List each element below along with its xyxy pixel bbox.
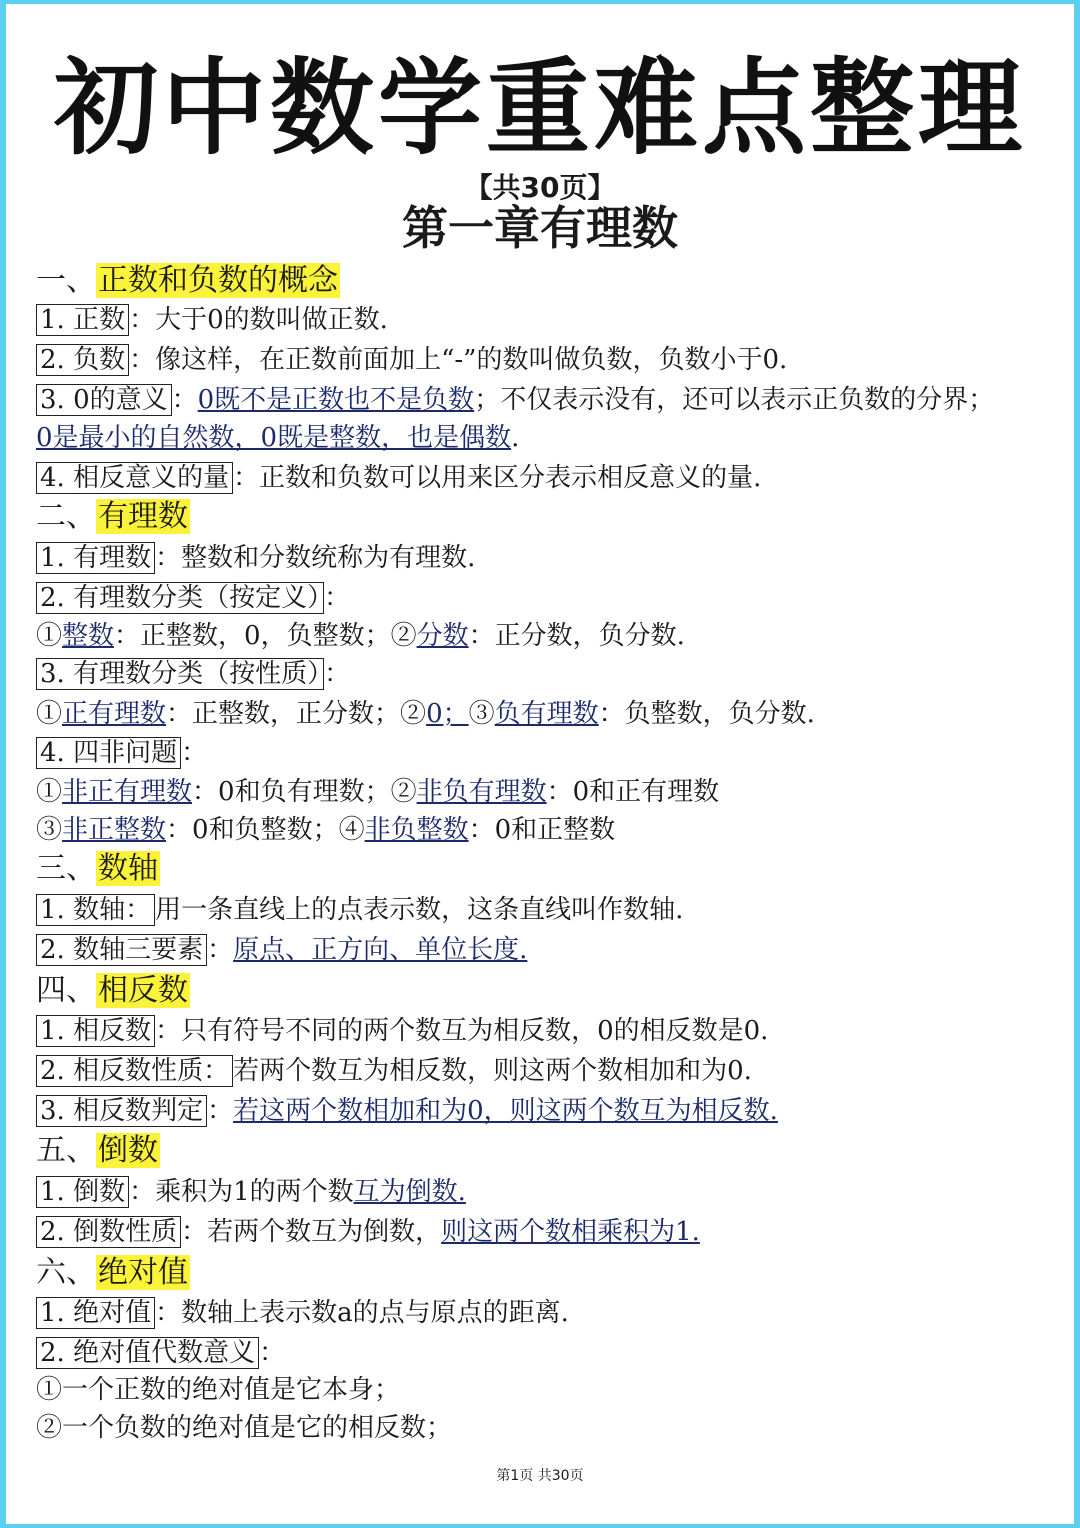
term: 4. 四非问题 — [36, 737, 181, 769]
list-item: 2. 相反数性质： 若两个数互为相反数，则这两个数相加和为0. — [36, 1053, 752, 1089]
list-item: 4. 相反意义的量 ：正数和负数可以用来区分表示相反意义的量. — [36, 460, 761, 496]
list-item-sub: ①一个正数的绝对值是它本身； — [36, 1375, 401, 1405]
list-item-continuation: 0是最小的自然数，0既是整数，也是偶数. — [36, 423, 520, 453]
term: 1. 数轴： — [36, 894, 155, 926]
list-item: 3. 有理数分类（按性质） ： — [36, 656, 350, 692]
underlined-text: 则这两个数相乘积为1. — [441, 1217, 700, 1247]
list-item: 1. 倒数 ：乘积为1的两个数互为倒数. — [36, 1174, 466, 1210]
section-title: 数轴 — [98, 851, 158, 886]
chapter-title: 第一章有理数 — [402, 201, 678, 255]
section-title: 有理数 — [98, 499, 188, 534]
underlined-text: 互为倒数. — [353, 1177, 466, 1207]
term: 2. 绝对值代数意义 — [36, 1337, 259, 1369]
list-item: 2. 负数 ：像这样，在正数前面加上“-”的数叫做负数，负数小于0. — [36, 342, 787, 378]
term: 3. 有理数分类（按性质） — [36, 658, 324, 690]
term: 1. 倒数 — [36, 1176, 129, 1208]
page-footer: 第1页 共30页 — [496, 1468, 584, 1484]
list-item-sub: ①整数：正整数，0，负整数；②分数：正分数，负分数. — [36, 621, 685, 651]
term: 1. 绝对值 — [36, 1297, 155, 1329]
term: 3. 0的意义 — [36, 384, 172, 416]
list-item: 3. 相反数判定 ：若这两个数相加和为0，则这两个数互为相反数. — [36, 1093, 778, 1129]
list-item-sub: ②一个负数的绝对值是它的相反数； — [36, 1413, 453, 1443]
section-heading-5: 五、倒数 — [36, 1133, 158, 1168]
section-heading-1: 一、正数和负数的概念 — [36, 263, 338, 298]
section-title: 相反数 — [98, 973, 188, 1008]
list-item: 2. 数轴三要素 ：原点、正方向、单位长度. — [36, 932, 527, 968]
term: 4. 相反意义的量 — [36, 462, 233, 494]
term: 1. 有理数 — [36, 542, 155, 574]
list-item-sub: ①非正有理数：0和负有理数；②非负有理数：0和正有理数 — [36, 777, 720, 807]
term: 2. 相反数性质： — [36, 1055, 233, 1087]
section-heading-3: 三、数轴 — [36, 851, 158, 886]
list-item-sub: ①正有理数：正整数，正分数；②0；③负有理数：负整数，负分数. — [36, 699, 815, 729]
term: 2. 数轴三要素 — [36, 934, 207, 966]
underlined-text: 若这两个数相加和为0，则这两个数互为相反数. — [233, 1096, 778, 1126]
underlined-text: 0是最小的自然数，0既是整数，也是偶数 — [36, 423, 512, 453]
underlined-text: 原点、正方向、单位长度. — [233, 935, 528, 965]
term: 1. 相反数 — [36, 1015, 155, 1047]
section-heading-4: 四、相反数 — [36, 973, 188, 1008]
list-item: 4. 四非问题 ： — [36, 735, 207, 771]
list-item: 1. 正数 ：大于0的数叫做正数. — [36, 302, 388, 338]
section-title: 正数和负数的概念 — [98, 263, 338, 298]
list-item: 2. 绝对值代数意义 ： — [36, 1335, 285, 1371]
list-item: 3. 0的意义 ：0既不是正数也不是负数；不仅表示没有，还可以表示正负数的分界； — [36, 382, 994, 418]
underlined-text: 0既不是正数也不是负数 — [197, 385, 475, 415]
section-title: 倒数 — [98, 1133, 158, 1168]
section-title: 绝对值 — [98, 1255, 188, 1290]
page-count: 【共30页】 — [464, 171, 616, 204]
section-heading-6: 六、绝对值 — [36, 1255, 188, 1290]
list-item-sub: ③非正整数：0和负整数；④非负整数：0和正整数 — [36, 815, 616, 845]
document-title: 初中数学重难点整理 — [53, 47, 1026, 169]
list-item: 2. 倒数性质 ：若两个数互为倒数，则这两个数相乘积为1. — [36, 1214, 700, 1250]
term: 2. 倒数性质 — [36, 1216, 181, 1248]
term: 2. 有理数分类（按定义） — [36, 582, 324, 614]
list-item: 1. 有理数 ：整数和分数统称为有理数. — [36, 540, 475, 576]
term: 3. 相反数判定 — [36, 1095, 207, 1127]
list-item: 1. 相反数 ：只有符号不同的两个数互为相反数，0的相反数是0. — [36, 1013, 768, 1049]
term: 1. 正数 — [36, 304, 129, 336]
section-heading-2: 二、有理数 — [36, 499, 188, 534]
list-item: 2. 有理数分类（按定义） ： — [36, 580, 350, 616]
term: 2. 负数 — [36, 344, 129, 376]
list-item: 1. 数轴： 用一条直线上的点表示数，这条直线叫作数轴. — [36, 892, 683, 928]
list-item: 1. 绝对值 ：数轴上表示数a的点与原点的距离. — [36, 1295, 569, 1331]
